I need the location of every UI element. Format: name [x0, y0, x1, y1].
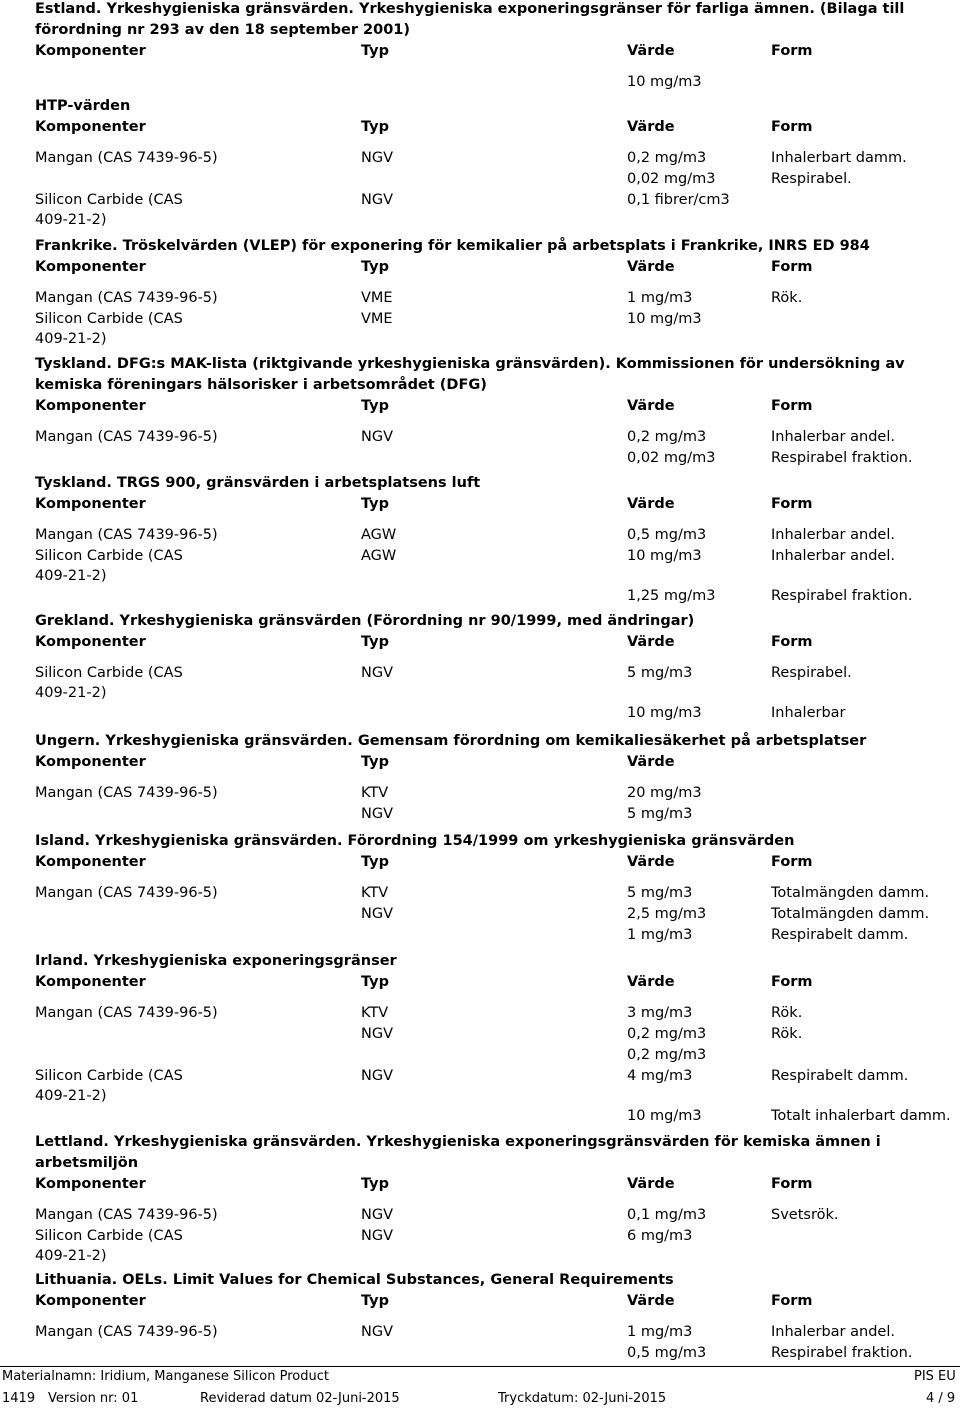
cell-component: Silicon Carbide (CAS	[35, 192, 183, 208]
cell-form: Rök.	[771, 290, 803, 306]
header-type: Typ	[361, 398, 390, 414]
cell-value: 0,2 mg/m3	[627, 429, 707, 445]
header-form: Form	[771, 634, 813, 650]
cell-form: Totalt inhalerbart damm.	[771, 1108, 951, 1124]
header-component: Komponenter	[35, 754, 146, 770]
footer-material-name: Materialnamn: Iridium, Manganese Silicon Product	[2, 1369, 329, 1384]
cell-component: 409-21-2)	[35, 331, 107, 347]
cell-value: 4 mg/m3	[627, 1068, 693, 1084]
header-form: Form	[771, 259, 813, 275]
cell-form: Respirabel fraktion.	[771, 588, 913, 604]
cell-value: 6 mg/m3	[627, 1228, 693, 1244]
header-form: Form	[771, 496, 813, 512]
cell-value: 10 mg/m3	[627, 1108, 702, 1124]
header-type: Typ	[361, 634, 390, 650]
cell-component: 409-21-2)	[35, 685, 107, 701]
cell-value: 1 mg/m3	[627, 1324, 693, 1340]
section-title: Island. Yrkeshygieniska gränsvärden. Förordning 154/1999 om yrkeshygieniska gränsvärden	[35, 833, 795, 849]
cell-form: Rök.	[771, 1005, 803, 1021]
cell-type: NGV	[361, 806, 394, 822]
header-value: Värde	[627, 119, 675, 135]
header-type: Typ	[361, 259, 390, 275]
cell-form: Inhalerbar andel.	[771, 1324, 895, 1340]
header-type: Typ	[361, 496, 390, 512]
footer-page-number: 4 / 9	[926, 1391, 956, 1406]
header-value: Värde	[627, 754, 675, 770]
cell-form: Respirabel fraktion.	[771, 1345, 913, 1361]
cell-form: Rök.	[771, 1026, 803, 1042]
section-title: förordning nr 293 av den 18 september 2001)	[35, 22, 411, 38]
section-title: Estland. Yrkeshygieniska gränsvärden. Yrkeshygieniska exponeringsgränser för farliga ämnen. (Bilaga till	[35, 1, 905, 17]
cell-component: Mangan (CAS 7439-96-5)	[35, 429, 218, 445]
header-form: Form	[771, 43, 813, 59]
cell-value: 0,02 mg/m3	[627, 450, 716, 466]
cell-component: Mangan (CAS 7439-96-5)	[35, 150, 218, 166]
cell-value: 0,5 mg/m3	[627, 1345, 707, 1361]
header-form: Form	[771, 854, 813, 870]
cell-form: Respirabelt damm.	[771, 927, 909, 943]
footer-region: PIS EU	[914, 1369, 956, 1384]
cell-component: Mangan (CAS 7439-96-5)	[35, 1324, 218, 1340]
header-type: Typ	[361, 854, 390, 870]
cell-type: NGV	[361, 1207, 394, 1223]
cell-form: Inhalerbar andel.	[771, 527, 895, 543]
cell-form: Totalmängden damm.	[771, 885, 930, 901]
cell-value: 0,2 mg/m3	[627, 1026, 707, 1042]
header-component: Komponenter	[35, 259, 146, 275]
cell-type: VME	[361, 311, 393, 327]
header-component: Komponenter	[35, 854, 146, 870]
header-component: Komponenter	[35, 1176, 146, 1192]
section-title: Tyskland. TRGS 900, gränsvärden i arbetsplatsens luft	[35, 475, 481, 491]
cell-component: Mangan (CAS 7439-96-5)	[35, 1005, 218, 1021]
cell-component: 409-21-2)	[35, 1248, 107, 1264]
cell-form: Respirabel.	[771, 665, 852, 681]
cell-type: NGV	[361, 150, 394, 166]
section-title: Irland. Yrkeshygieniska exponeringsgränser	[35, 953, 397, 969]
header-component: Komponenter	[35, 398, 146, 414]
cell-value: 0,5 mg/m3	[627, 527, 707, 543]
header-value: Värde	[627, 1293, 675, 1309]
cell-value: 2,5 mg/m3	[627, 906, 707, 922]
cell-type: NGV	[361, 1026, 394, 1042]
section-title: Lettland. Yrkeshygieniska gränsvärden. Yrkeshygieniska exponeringsgränsvärden för kemiska ämnen i	[35, 1134, 881, 1150]
header-type: Typ	[361, 754, 390, 770]
header-type: Typ	[361, 119, 390, 135]
header-value: Värde	[627, 634, 675, 650]
cell-component: Mangan (CAS 7439-96-5)	[35, 1207, 218, 1223]
cell-component: Silicon Carbide (CAS	[35, 1228, 183, 1244]
cell-component: Silicon Carbide (CAS	[35, 1068, 183, 1084]
footer-print-date: Tryckdatum: 02-Juni-2015	[498, 1391, 667, 1406]
cell-type: NGV	[361, 1324, 394, 1340]
cell-type: AGW	[361, 548, 397, 564]
cell-form: Respirabel fraktion.	[771, 450, 913, 466]
cell-type: KTV	[361, 1005, 389, 1021]
cell-value: 0,2 mg/m3	[627, 150, 707, 166]
cell-value: 3 mg/m3	[627, 1005, 693, 1021]
cell-value: 10 mg/m3	[627, 74, 702, 90]
cell-component: 409-21-2)	[35, 568, 107, 584]
footer-revised-date: Reviderad datum 02-Juni-2015	[200, 1391, 400, 1406]
cell-value: 5 mg/m3	[627, 885, 693, 901]
cell-component: 409-21-2)	[35, 212, 107, 228]
cell-value: 10 mg/m3	[627, 311, 702, 327]
cell-value: 0,2 mg/m3	[627, 1047, 707, 1063]
cell-component: Mangan (CAS 7439-96-5)	[35, 785, 218, 801]
header-form: Form	[771, 1293, 813, 1309]
cell-type: NGV	[361, 906, 394, 922]
header-value: Värde	[627, 496, 675, 512]
header-component: Komponenter	[35, 119, 146, 135]
cell-type: KTV	[361, 785, 389, 801]
cell-form: Inhalerbar andel.	[771, 429, 895, 445]
header-value: Värde	[627, 43, 675, 59]
header-value: Värde	[627, 1176, 675, 1192]
header-form: Form	[771, 398, 813, 414]
cell-value: 10 mg/m3	[627, 548, 702, 564]
cell-value: 1 mg/m3	[627, 290, 693, 306]
header-form: Form	[771, 119, 813, 135]
cell-value: 0,1 fibrer/cm3	[627, 192, 730, 208]
section-title: kemiska föreningars hälsorisker i arbetsområdet (DFG)	[35, 377, 487, 393]
header-type: Typ	[361, 43, 390, 59]
cell-value: 5 mg/m3	[627, 806, 693, 822]
cell-value: 20 mg/m3	[627, 785, 702, 801]
cell-type: VME	[361, 290, 393, 306]
cell-component: 409-21-2)	[35, 1088, 107, 1104]
cell-value: 5 mg/m3	[627, 665, 693, 681]
cell-value: 10 mg/m3	[627, 705, 702, 721]
cell-component: Silicon Carbide (CAS	[35, 548, 183, 564]
cell-type: NGV	[361, 192, 394, 208]
cell-type: KTV	[361, 885, 389, 901]
cell-value: 0,1 mg/m3	[627, 1207, 707, 1223]
header-component: Komponenter	[35, 974, 146, 990]
cell-form: Inhalerbart damm.	[771, 150, 907, 166]
header-type: Typ	[361, 974, 390, 990]
section-title: Grekland. Yrkeshygieniska gränsvärden (Förordning nr 90/1999, med ändringar)	[35, 613, 695, 629]
header-component: Komponenter	[35, 634, 146, 650]
header-value: Värde	[627, 854, 675, 870]
header-component: Komponenter	[35, 1293, 146, 1309]
header-type: Typ	[361, 1176, 390, 1192]
section-title: HTP-värden	[35, 98, 131, 114]
footer-doc-number: 1419	[2, 1391, 36, 1406]
section-title: Ungern. Yrkeshygieniska gränsvärden. Gemensam förordning om kemikaliesäkerhet på arbetsplatser	[35, 733, 867, 749]
cell-type: NGV	[361, 665, 394, 681]
cell-value: 0,02 mg/m3	[627, 171, 716, 187]
cell-type: NGV	[361, 429, 394, 445]
cell-form: Inhalerbar	[771, 705, 846, 721]
cell-component: Mangan (CAS 7439-96-5)	[35, 290, 218, 306]
cell-type: AGW	[361, 527, 397, 543]
cell-form: Totalmängden damm.	[771, 906, 930, 922]
cell-form: Inhalerbar andel.	[771, 548, 895, 564]
cell-component: Silicon Carbide (CAS	[35, 665, 183, 681]
cell-value: 1,25 mg/m3	[627, 588, 716, 604]
footer-divider	[0, 1366, 960, 1367]
cell-type: NGV	[361, 1228, 394, 1244]
header-value: Värde	[627, 259, 675, 275]
cell-component: Mangan (CAS 7439-96-5)	[35, 527, 218, 543]
section-title: arbetsmiljön	[35, 1155, 139, 1171]
section-title: Tyskland. DFG:s MAK-lista (riktgivande yrkeshygieniska gränsvärden). Kommissionen för undersökning av	[35, 356, 905, 372]
header-value: Värde	[627, 974, 675, 990]
header-component: Komponenter	[35, 43, 146, 59]
cell-form: Respirabel.	[771, 171, 852, 187]
header-type: Typ	[361, 1293, 390, 1309]
header-form: Form	[771, 1176, 813, 1192]
cell-component: Mangan (CAS 7439-96-5)	[35, 885, 218, 901]
cell-form: Svetsrök.	[771, 1207, 839, 1223]
header-component: Komponenter	[35, 496, 146, 512]
cell-component: Silicon Carbide (CAS	[35, 311, 183, 327]
header-value: Värde	[627, 398, 675, 414]
section-title: Frankrike. Tröskelvärden (VLEP) för exponering för kemikalier på arbetsplats i Frankrike, INRS ED 984	[35, 238, 870, 254]
cell-value: 1 mg/m3	[627, 927, 693, 943]
section-title: Lithuania. OELs. Limit Values for Chemical Substances, General Requirements	[35, 1272, 674, 1288]
cell-form: Respirabelt damm.	[771, 1068, 909, 1084]
header-form: Form	[771, 974, 813, 990]
footer-version: Version nr: 01	[48, 1391, 139, 1406]
cell-type: NGV	[361, 1068, 394, 1084]
